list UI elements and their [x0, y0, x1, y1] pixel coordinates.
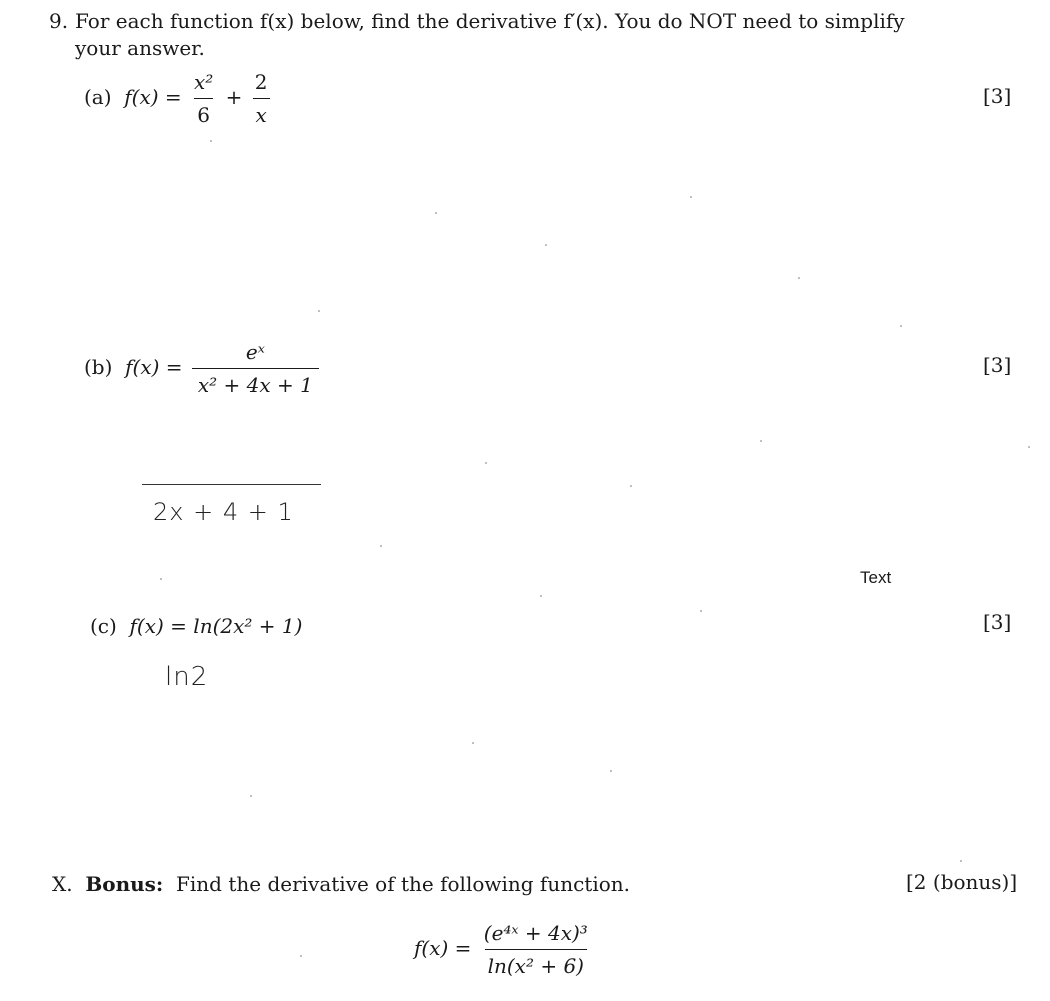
noise-dot	[160, 578, 162, 580]
noise-dot	[630, 485, 632, 487]
part-a-lhs: f(x) =	[124, 85, 182, 109]
noise-dot	[318, 310, 320, 312]
question-9-number: 9.	[49, 9, 69, 33]
part-b-numerator: eˣ	[245, 340, 265, 364]
part-c-expression: f(x) = ln(2x² + 1)	[129, 614, 303, 638]
noise-dot	[1028, 446, 1030, 448]
noise-dot	[690, 196, 692, 198]
part-b-label: (b)	[84, 355, 113, 379]
part-a-fraction-1	[191, 68, 216, 129]
question-9-prompt-line1: For each function f(x) below, find the derivative f′(x). You do NOT need to simplify	[75, 9, 905, 33]
part-a-plus: +	[225, 85, 243, 109]
noise-dot	[380, 545, 382, 547]
part-a-fraction-2	[252, 68, 271, 129]
part-a-label: (a)	[84, 85, 112, 109]
part-b	[84, 338, 322, 399]
part-b-denominator: x² + 4x + 1	[192, 368, 319, 399]
bonus-marks: [2 (bonus)]	[906, 870, 1018, 894]
noise-dot	[435, 212, 437, 214]
noise-dot	[210, 140, 212, 142]
part-b-lhs: f(x) =	[125, 355, 183, 379]
bonus-number: X.	[52, 872, 73, 896]
text-annotation-label: Text	[860, 568, 892, 587]
question-9-prompt-line2: your answer.	[75, 36, 205, 60]
bonus-heading: Bonus:	[85, 872, 164, 896]
bonus-fraction	[481, 919, 591, 980]
noise-dot	[900, 325, 902, 327]
part-a-frac1-denominator: 6	[194, 98, 213, 129]
noise-dot	[798, 277, 800, 279]
part-c-marks: [3]	[983, 610, 1012, 634]
noise-dot	[760, 440, 762, 442]
noise-dot	[610, 770, 612, 772]
part-b-marks: [3]	[983, 353, 1012, 377]
handwritten-fraction-bar	[142, 484, 321, 485]
part-a-frac2-numerator: 2	[254, 70, 268, 94]
part-a-frac2-denominator: x	[253, 98, 270, 129]
noise-dot	[540, 595, 542, 597]
noise-dot	[960, 860, 962, 862]
noise-dot	[300, 955, 302, 957]
part-a-frac1-numerator: x²	[194, 70, 214, 94]
noise-dot	[472, 742, 474, 744]
part-a-marks: [3]	[983, 84, 1012, 108]
bonus-function	[414, 919, 594, 980]
part-a	[84, 68, 274, 129]
part-c-handwritten-answer: ln2	[165, 662, 209, 692]
bonus-question	[52, 870, 630, 898]
noise-dot	[700, 610, 702, 612]
bonus-numerator: (e⁴ˣ + 4x)³	[483, 921, 588, 945]
part-b-handwritten-answer: 2x + 4 + 1	[153, 498, 294, 526]
bonus-lhs: f(x) =	[414, 936, 472, 960]
bonus-prompt: Find the derivative of the following function.	[176, 872, 631, 896]
part-c	[90, 612, 302, 640]
noise-dot	[545, 244, 547, 246]
noise-dot	[250, 795, 252, 797]
noise-dot	[485, 462, 487, 464]
part-b-fraction	[192, 338, 319, 399]
part-c-label: (c)	[90, 614, 117, 638]
bonus-denominator: ln(x² + 6)	[485, 949, 587, 980]
